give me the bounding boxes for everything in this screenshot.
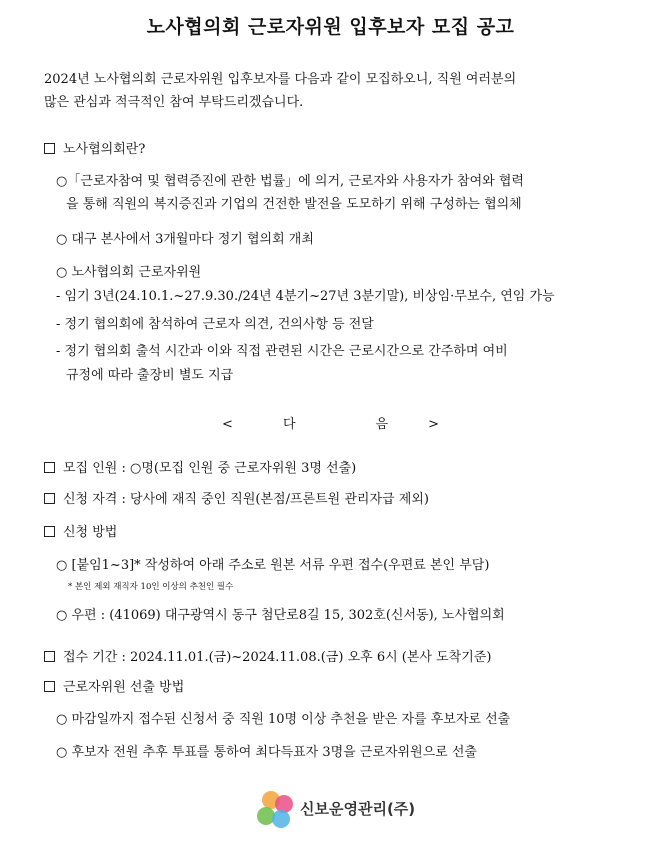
item3: ○ 노사협의회 근로자위원 [56, 265, 202, 280]
period-row [44, 649, 491, 667]
divider-left: < [222, 417, 233, 432]
sub-item-2: - 정기 협의회에 참석하여 근로자 의견, 건의사항 등 전달 [56, 317, 374, 332]
sub-item-3-line-1: - 정기 협의회 출석 시간과 이와 직접 관련된 시간은 근로시간으로 간주하며 여비 [56, 344, 508, 359]
page-title: 노사협의회 근로자위원 입후보자 모집 공고 [146, 16, 515, 38]
qualification-row [44, 491, 429, 509]
checkbox-square-icon [44, 526, 55, 537]
divider-right: > [428, 417, 439, 432]
company-logo-icon [257, 790, 297, 830]
checkbox-square-icon [44, 681, 55, 692]
sub-item-1: - 임기 3년(24.10.1.~27.9.30./24년 4분기~27년 3분기말), 비상임·무보수, 연임 가능 [56, 289, 555, 304]
checkbox-square-icon [44, 651, 55, 662]
method-1: ○ [붙임1~3]* 작성하여 아래 주소로 원본 서류 우편 접수(우편료 본인 부담) [56, 558, 490, 573]
selection-2: ○ 후보자 전원 추후 투표를 통하여 최다득표자 3명을 근로자위원으로 선출 [56, 745, 477, 760]
logo-petal-left [257, 807, 275, 825]
item1-line-2: 을 통해 직원의 복지증진과 기업의 건전한 발전을 도모하기 위해 구성하는 협의체 [66, 197, 522, 212]
section1-heading [44, 141, 145, 159]
period-text: 접수 기간 : 2024.11.01.(금)~2024.11.08.(금) 오후 6시 (본사 도착기준) [63, 650, 492, 665]
method-note: * 본인 제외 재직자 10인 이상의 추천인 필수 [68, 582, 234, 592]
method-2: ○ 우편 : (41069) 대구광역시 동구 첨단로8길 15, 302호(신서동), 노사협의회 [56, 608, 505, 623]
checkbox-square-icon [44, 462, 55, 473]
sub-item-3-line-2: 규정에 따라 출장비 별도 지급 [66, 368, 234, 383]
divider-heading [0, 413, 661, 432]
selection-heading-text: 근로자위원 선출 방법 [63, 680, 185, 695]
section1-heading-text: 노사협의회란? [63, 142, 146, 157]
divider-mid2: 음 [375, 417, 389, 432]
checkbox-square-icon [44, 493, 55, 504]
item2: ○ 대구 본사에서 3개월마다 정기 협의회 개최 [56, 232, 314, 247]
intro-line-2: 많은 관심과 적극적인 참여 부탁드리겠습니다. [44, 95, 304, 110]
method-heading-text: 신청 방법 [63, 525, 118, 540]
logo-petal-bottom [272, 810, 290, 828]
recruit-text: 모집 인원 : ○명(모집 인원 중 근로자위원 3명 선출) [63, 461, 357, 476]
item1-line-1: ○「근로자참여 및 협력증진에 관한 법률」에 의거, 근로자와 사용자가 참여와 협력 [56, 174, 524, 189]
qualification-text: 신청 자격 : 당사에 재직 중인 직원(본점/프론트원 관리자급 제외) [63, 492, 429, 507]
divider-mid1: 다 [282, 417, 296, 432]
intro-line-1: 2024년 노사협의회 근로자위원 입후보자를 다음과 같이 모집하오니, 직원 여러분의 [44, 72, 517, 87]
checkbox-square-icon [44, 143, 55, 154]
recruit-row [44, 460, 356, 478]
selection-heading-row [44, 679, 184, 697]
selection-1: ○ 마감일까지 접수된 신청서 중 직원 10명 이상 추천을 받은 자를 후보자로 선출 [56, 712, 511, 727]
logo-petal-right [275, 795, 293, 813]
company-name: 신보운영관리(주) [300, 800, 416, 818]
method-heading-row [44, 524, 117, 542]
